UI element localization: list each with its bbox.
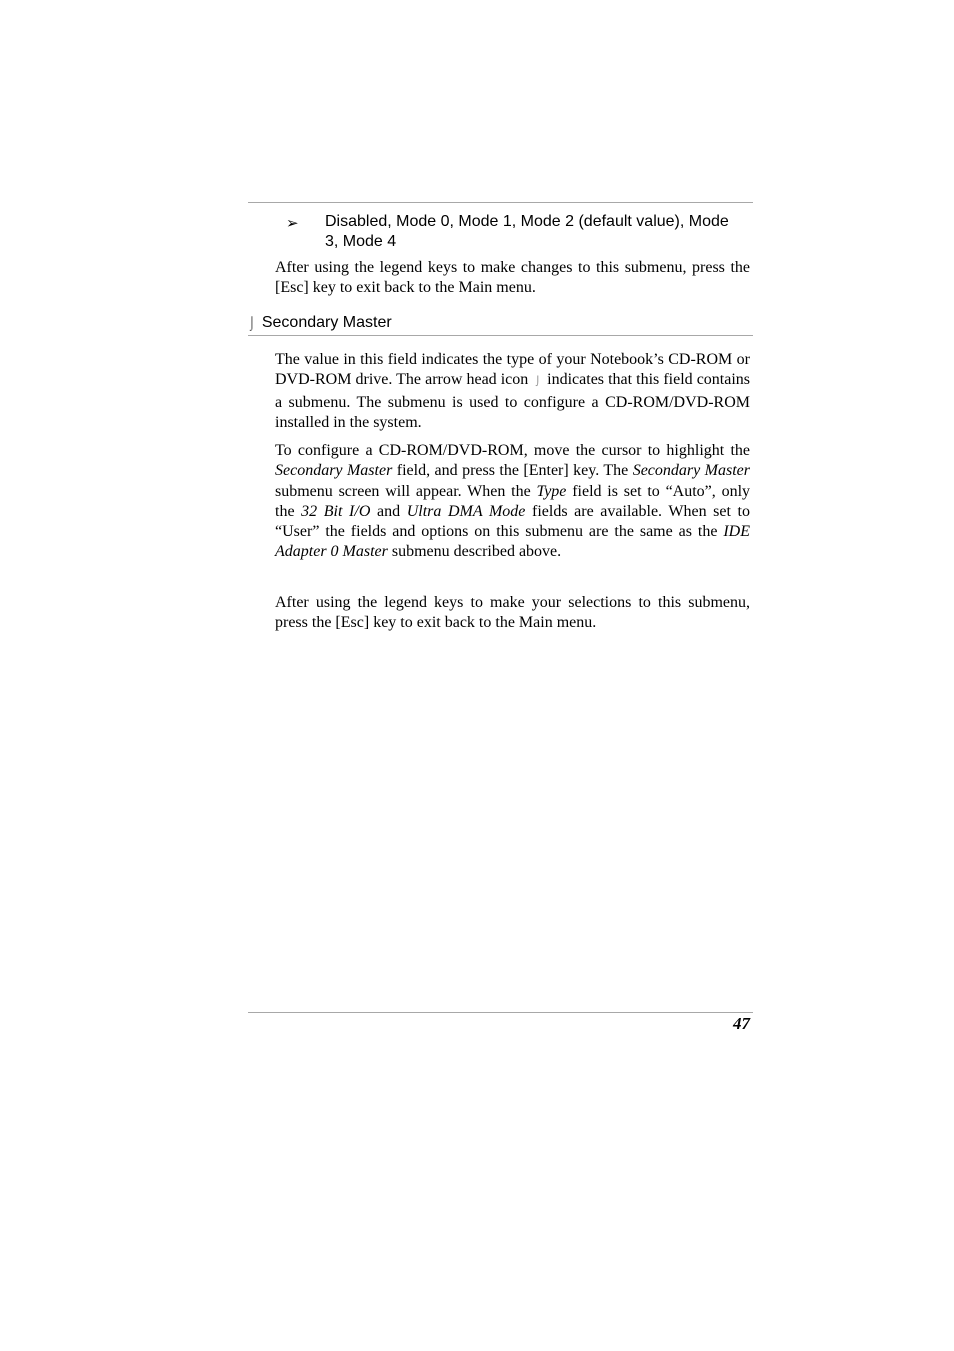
arrow-bullet-icon: ➢: [286, 214, 299, 232]
italic-term: Type: [536, 482, 567, 500]
bullet-text: Disabled, Mode 0, Mode 1, Mode 2 (default value), Mode 3, Mode 4: [325, 213, 729, 250]
text-run: To configure a CD-ROM/DVD-ROM, move the cursor to highlight the: [275, 442, 750, 459]
text-run: field is set to “Auto”, only the: [275, 482, 751, 520]
paragraph-configure-instructions: [275, 441, 750, 563]
top-rule: [248, 202, 753, 203]
page-number: 47: [733, 1014, 750, 1033]
italic-term: Secondary Master: [275, 462, 393, 480]
italic-term: Ultra DMA Mode: [406, 502, 526, 520]
section-rule: [248, 335, 753, 336]
section-title: Secondary Master: [261, 314, 392, 331]
paragraph-exit-info: After using the legend keys to make changes to this submenu, press the [Esc] key to exit back to the Main menu.: [275, 259, 750, 297]
text-run: field, and press the [Enter] key. The: [392, 462, 633, 480]
footer-rule: [248, 1012, 753, 1013]
text-run: submenu described above.: [387, 543, 562, 561]
submenu-arrow-icon: ⌡: [535, 377, 541, 388]
text-run: indicates that this field contains a submenu. The submenu is used to configure a CD-ROM/DVD-ROM installed in the system.: [275, 371, 751, 431]
submenu-arrow-icon: ⌡: [248, 315, 256, 330]
text-run: fields are available. When set to “User” the fields and options on this submenu are the same as the: [275, 502, 750, 541]
italic-term: IDE Adapter 0 Master: [275, 523, 750, 561]
paragraph-field-description: [275, 350, 750, 433]
section-heading: [248, 313, 392, 333]
italic-term: Secondary Master: [632, 462, 751, 480]
paragraph-exit-selections: After using the legend keys to make your selections to this submenu, press the [Esc] key to exit back to the Main menu.: [275, 594, 750, 632]
text-run: submenu screen will appear. When the: [275, 482, 537, 500]
text-run: The value in this field indicates the type of your Notebook’s CD-ROM or DVD-ROM drive. The arrow head icon: [275, 351, 750, 389]
text-run: and: [370, 502, 407, 520]
italic-term: 32 Bit I/O: [301, 502, 371, 520]
